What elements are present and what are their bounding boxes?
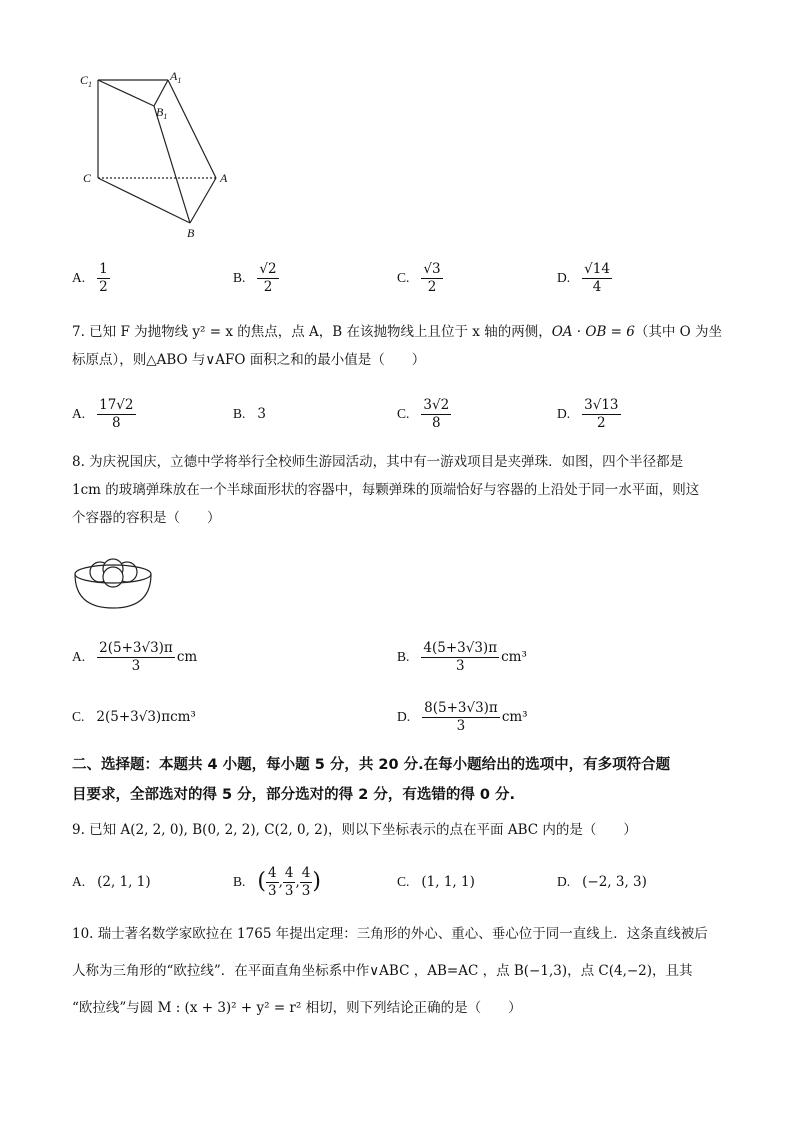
fraction: $\frac{4}{3}$ [267,864,277,899]
option-label: D. [557,270,571,285]
option-label: B. [397,649,410,664]
unit: cm³ [501,709,528,725]
option-label: A. [72,874,86,889]
option-label: D. [557,406,571,421]
q10-line1: 10. 瑞士著名数学家欧拉在 1765 年提出定理：三角形的外心、重心、垂心位于同一直线上．这条直线被后 [72,926,708,942]
q8-option-a[interactable] [72,634,197,680]
label-a1: $A_1$ [170,69,182,85]
option-value: (1, 1, 1) [421,874,475,890]
q7-options [0,394,794,434]
q7-stem [72,318,724,374]
q9-stem [72,816,724,844]
label-c1: $C_1$ [80,73,93,89]
edge-c-b [98,178,190,223]
prism-figure [70,60,250,245]
q7-option-c[interactable] [397,394,451,434]
q9-option-b[interactable] [233,860,321,904]
q7-option-b[interactable] [233,394,266,434]
option-label: C. [397,406,410,421]
fraction: $\frac{4(5+3√3)\pi}{3}$ [423,639,498,674]
q8-stem [72,448,724,532]
bowl-figure [70,556,160,614]
option-label: C. [397,270,410,285]
q7-line1: 7. 已知 F 为抛物线 y² = x 的焦点，点 A，B 在该抛物线上且位于 x 轴的两侧，OA · OB = 6（其中 O 为坐 [72,324,723,340]
unit: cm [176,649,198,665]
option-label: C. [397,874,410,889]
q8-line1: 8. 为庆祝国庆，立德中学将举行全校师生游园活动，其中有一游戏项目是夹弹珠．如图，四个半径都是 [72,454,684,470]
fraction: $\frac{4}{3}$ [301,864,311,899]
option-label: D. [397,709,411,724]
unit: cm³ [501,649,527,665]
q10-stem [72,916,724,1027]
option-value: (−2, 3, 3) [582,874,647,890]
paren-right: ) [312,869,321,894]
q6-option-d[interactable] [557,258,612,298]
q9-option-d[interactable] [557,860,647,904]
q8-option-d[interactable] [397,694,528,740]
fraction: $\frac{4}{3}$ [284,864,294,899]
option-label: A. [72,649,86,664]
edge-a1-a [168,80,216,178]
q9-options [0,860,794,904]
q7-line2: 标原点），则△ABO 与∨AFO 面积之和的最小值是（ ） [72,352,426,368]
option-label: B. [233,874,246,889]
option-label: B. [233,270,246,285]
fraction: $\frac{1}{2}$ [99,260,108,295]
q8-options-row2 [0,694,794,740]
q9-option-a[interactable] [72,860,151,904]
option-label: C. [72,709,85,724]
fraction: $\frac{8(5+3√3)\pi}{3}$ [424,699,498,734]
q9-option-c[interactable] [397,860,475,904]
fraction: $\frac{17√2}{8}$ [99,396,134,431]
edge-c1-b1 [98,80,154,106]
fraction: $\frac{√2}{2}$ [259,260,277,295]
q8-options-row1 [0,634,794,680]
marble [103,567,123,587]
edge-a-b [190,178,216,223]
option-value: (2, 1, 1) [97,874,151,890]
q8-option-b[interactable] [397,634,527,680]
q8-line3: 个容器的容积是（ ） [72,510,221,526]
q6-options [0,258,794,298]
q7-option-d[interactable] [557,394,621,434]
option-label: A. [72,270,86,285]
q6-option-b[interactable] [233,258,279,298]
section2-line1: 二、选择题：本题共 4 小题，每小题 5 分，共 20 分.在每小题给出的选项中，有多项符合题 [72,757,671,773]
label-b: B [187,226,195,240]
paren-left: ( [257,869,266,894]
q8-line2: 1cm 的玻璃弹珠放在一个半球面形状的容器中，每颗弹珠的顶端恰好与容器的上沿处于同一水平面，则这 [72,482,700,498]
section2-line2: 目要求，全部选对的得 5 分，部分选对的得 2 分，有选错的得 0 分. [72,787,516,803]
fraction: $\frac{3√13}{2}$ [584,396,619,431]
edge-b1-b [154,106,190,223]
fraction: $\frac{3√2}{8}$ [423,396,450,431]
q7-vector-eq: OA · OB = 6 [551,324,635,340]
q9-line1: 9. 已知 A(2, 2, 0), B(0, 2, 2), C(2, 0, 2)，则以下坐标表示的点在平面 ABC 内的是（ ） [72,822,637,838]
q7-option-a[interactable] [72,394,136,434]
option-value: 2(5+3√3)πcm³ [96,709,196,725]
q10-line2: 人称为三角形的“欧拉线”．在平面直角坐标系中作∨ABC ，AB=AC ，点 B(−1,3)，点 C(4,−2)，且其 [72,963,693,979]
section2-header [72,750,724,810]
q10-line3: “欧拉线”与圆 M : (x + 3)² + y² = r² 相切，则下列结论正确的是（ ） [72,1000,522,1016]
comma: , [295,874,300,890]
fraction: $\frac{√3}{2}$ [423,260,441,295]
comma: , [278,874,283,890]
label-b1: $B_1$ [156,105,168,121]
edge-a1-b1 [154,80,168,106]
fraction: $\frac{√14}{4}$ [584,260,610,295]
q6-option-a[interactable] [72,258,110,298]
q6-option-c[interactable] [397,258,443,298]
label-c: C [83,171,92,185]
option-label: D. [557,874,571,889]
label-a: A [220,171,228,185]
option-label: A. [72,406,86,421]
q8-option-c[interactable] [72,694,196,740]
fraction: $\frac{2(5+3√3)\pi}{3}$ [99,639,173,674]
option-value: 3 [257,406,266,422]
option-label: B. [233,406,246,421]
